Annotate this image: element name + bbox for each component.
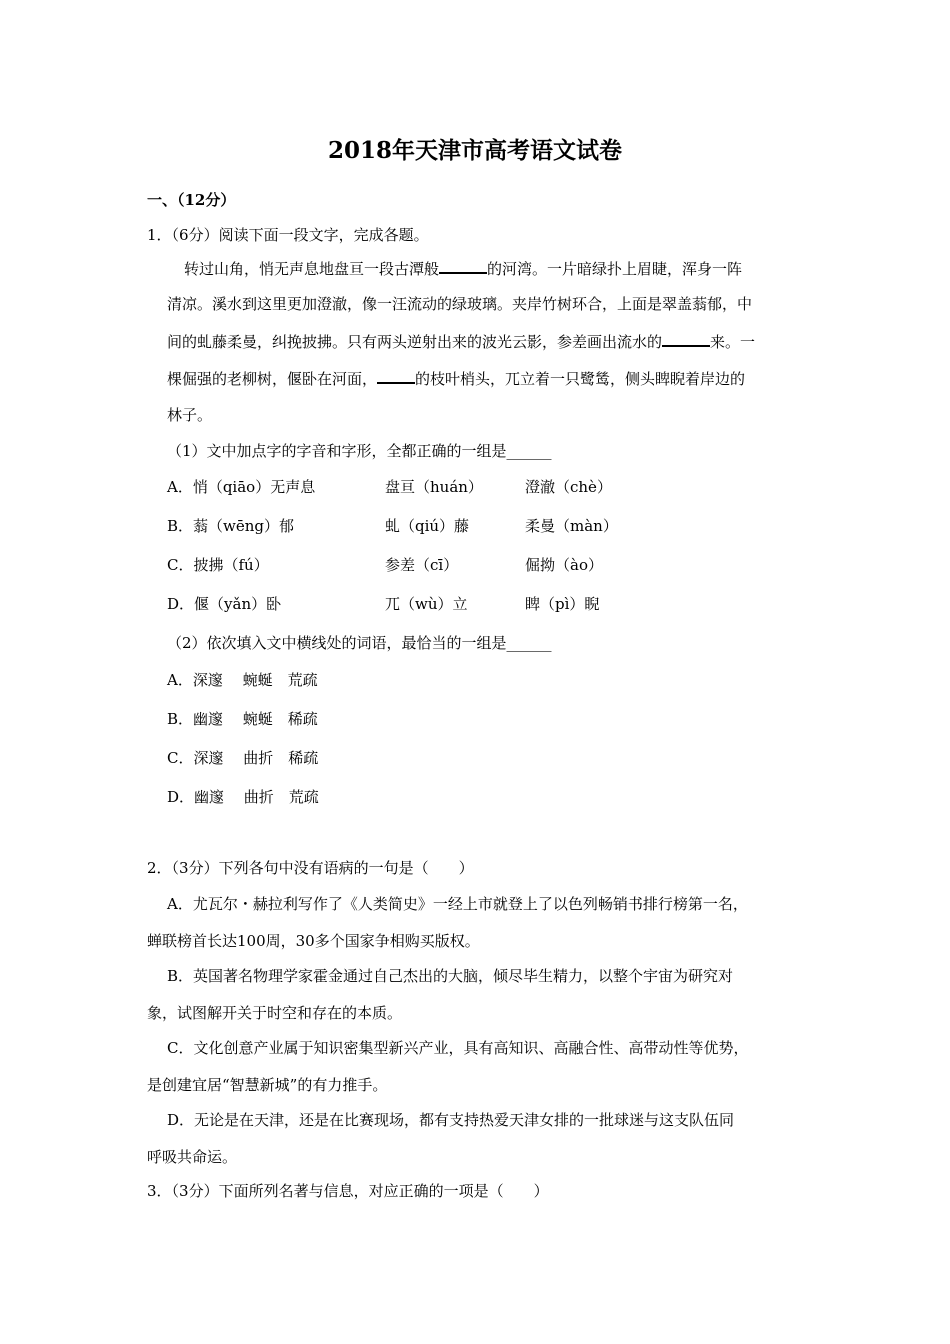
passage-line: 清凉。溪水到这里更加澄澈，像一汪流动的绿玻璃。夹岸竹树环合，上面是翠盖蓊郁，中 (167, 295, 753, 313)
option-b-word3: 柔曼（màn） (525, 517, 618, 535)
option-b-line: 象，试图解开关于时空和存在的本质。 (147, 1004, 403, 1022)
option-d-line: 呼吸共命运。 (147, 1148, 238, 1166)
option-a: A．深邃 蜿蜒 荒疏 (167, 671, 318, 689)
option-a-word1: A．悄（qiāo）无声息 (167, 478, 316, 496)
question-1-stem: 1．（6分）阅读下面一段文字，完成各题。 (147, 226, 429, 244)
option-b-line: B．英国著名物理学家霍金通过自己杰出的大脑，倾尽毕生精力，以整个宇宙为研究对 (167, 967, 734, 985)
passage-line: 棵倔强的老柳树，偃卧在河面， 的枝叶梢头，兀立着一只鹭鸶，侧头睥睨着岸边的 (167, 370, 746, 388)
option-a-word2: 盘亘（huán） (385, 478, 483, 496)
option-c: C．深邃 曲折 稀疏 (167, 749, 319, 767)
passage-line: 间的虬藤柔曼，纠挽披拂。只有两头逆射出来的波光云影，参差画出流水的 来。一 (167, 333, 756, 351)
option-b: B．幽邃 蜿蜒 稀疏 (167, 710, 318, 728)
passage-line: 转过山角，悄无声息地盘亘一段古潭般 的河湾。一片暗绿扑上眉睫，浑身一阵 (184, 260, 743, 278)
fill-blank (377, 368, 415, 384)
option-a-line: 蝉联榜首长达100周，30多个国家争相购买版权。 (147, 932, 480, 950)
option-a-word3: 澄澈（chè） (525, 478, 612, 496)
passage-line: 林子。 (167, 406, 213, 424)
fill-blank (662, 331, 710, 347)
option-d-word2: 兀（wù）立 (385, 595, 468, 613)
question-2-stem: 2．（3分）下列各句中没有语病的一句是（ ） (147, 859, 474, 877)
option-d-word3: 睥（pì）睨 (525, 595, 600, 613)
fill-blank (439, 258, 487, 274)
option-c-line: 是创建宜居“智慧新城”的有力推手。 (147, 1076, 388, 1094)
option-d: D．幽邃 曲折 荒疏 (167, 788, 319, 806)
subquestion-1-prompt: （1）文中加点字的字音和字形，全都正确的一组是______ (167, 442, 552, 460)
option-d-line: D．无论是在天津，还是在比赛现场，都有支持热爱天津女排的一批球迷与这支队伍同 (167, 1111, 735, 1129)
section-heading: 一、（12分） (147, 191, 236, 209)
option-a-line: A．尤瓦尔・赫拉利写作了《人类简史》一经上市就登上了以色列畅销书排行榜第一名， (167, 895, 748, 913)
option-c-word3: 倔拗（ào） (525, 556, 603, 574)
page-title: 2018年天津市高考语文试卷 (327, 137, 622, 164)
option-c-word2: 参差（cī） (385, 556, 459, 574)
subquestion-2-prompt: （2）依次填入文中横线处的词语，最恰当的一组是______ (167, 634, 552, 652)
option-b-word1: B．蓊（wēng）郁 (167, 517, 295, 535)
question-3-stem: 3．（3分）下面所列名著与信息，对应正确的一项是（ ） (147, 1182, 549, 1200)
option-b-word2: 虬（qiú）藤 (385, 517, 470, 535)
option-d-word1: D．偃（yǎn）卧 (167, 595, 282, 613)
option-c-word1: C．披拂（fú） (167, 556, 269, 574)
option-c-line: C．文化创意产业属于知识密集型新兴产业，具有高知识、高融合性、高带动性等优势， (167, 1039, 749, 1057)
